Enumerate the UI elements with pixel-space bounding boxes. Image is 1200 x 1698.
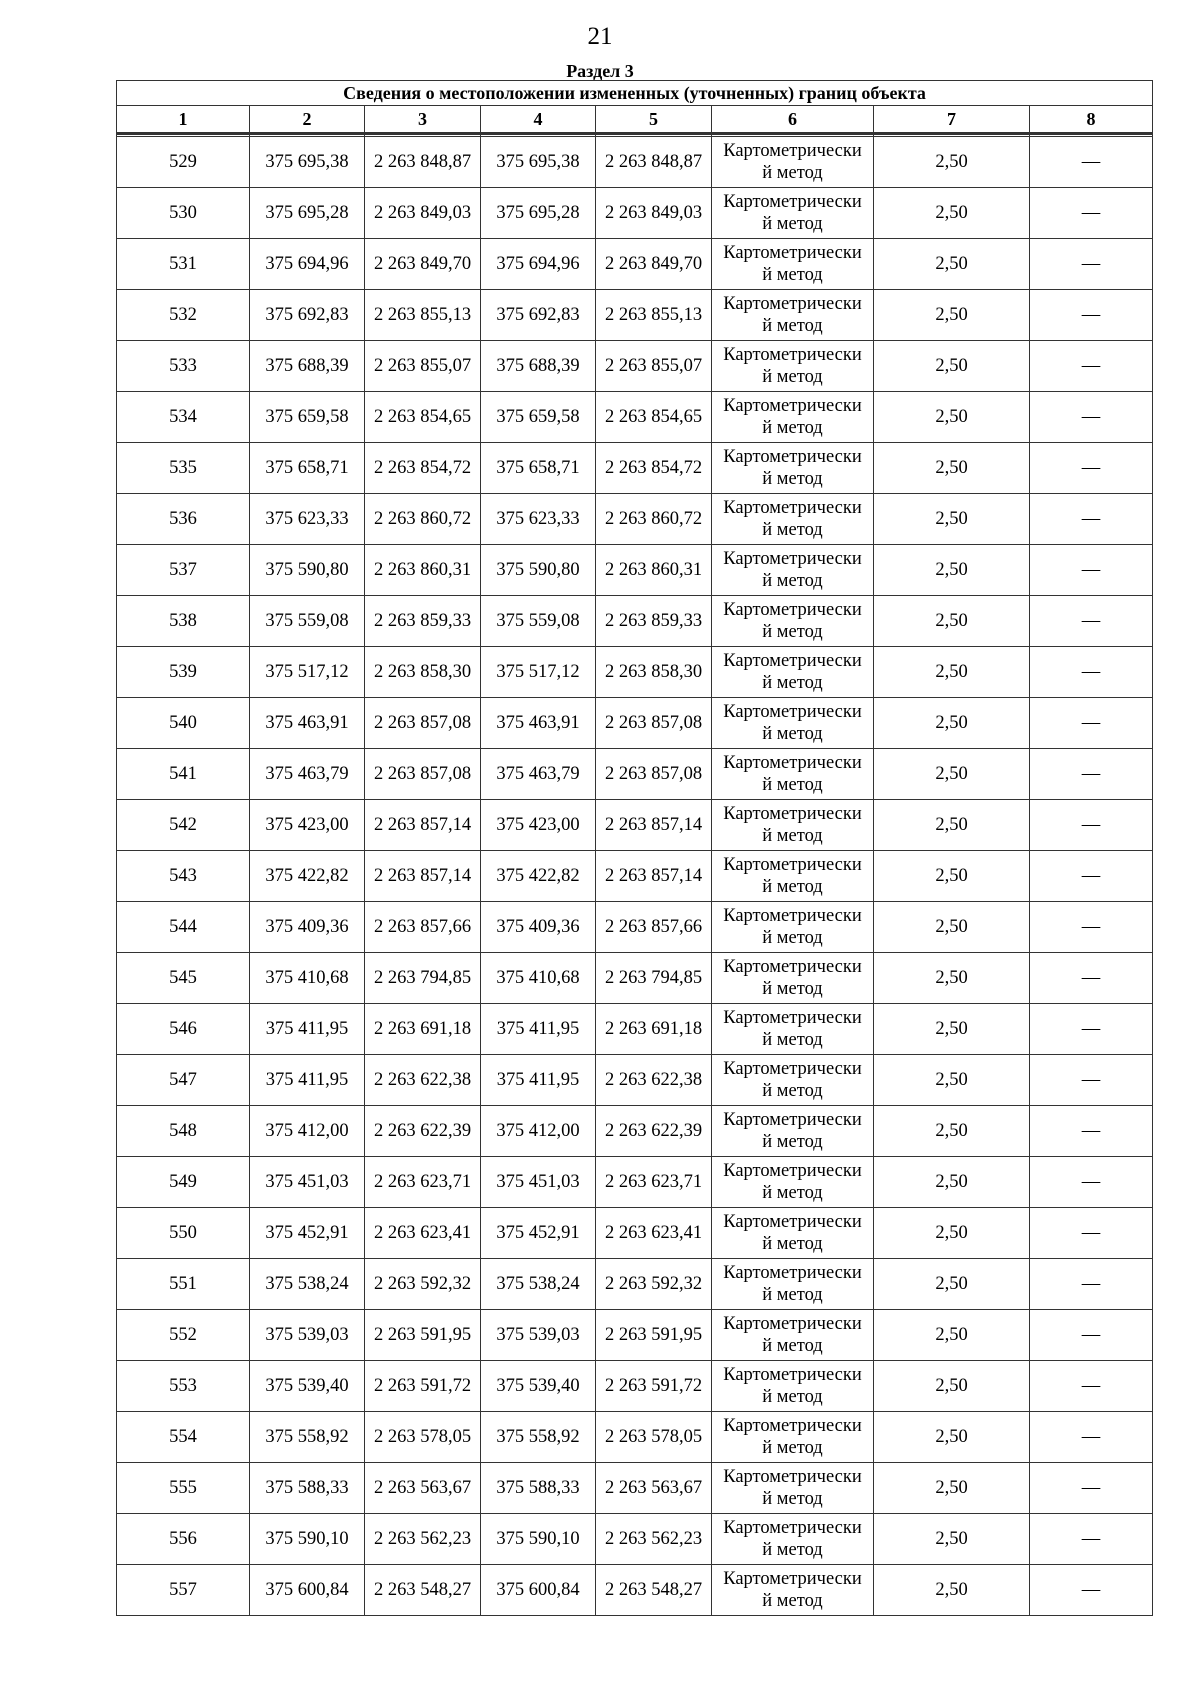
accuracy-cell: 2,50 [874, 1361, 1030, 1412]
column-number-2: 2 [250, 106, 365, 134]
table-row [117, 1055, 1153, 1106]
x-new-cell: 375 659,58 [481, 392, 596, 443]
table-row [117, 1310, 1153, 1361]
x-existing-cell: 375 452,91 [250, 1208, 365, 1259]
method-cell: Картометрически й метод [712, 1412, 874, 1463]
column-number-1: 1 [117, 106, 250, 134]
description-cell: — [1030, 188, 1153, 239]
y-existing-cell: 2 263 857,08 [365, 749, 481, 800]
description-cell: — [1030, 1259, 1153, 1310]
description-cell: — [1030, 902, 1153, 953]
method-cell: Картометрически й метод [712, 239, 874, 290]
x-new-cell: 375 539,03 [481, 1310, 596, 1361]
y-existing-cell: 2 263 691,18 [365, 1004, 481, 1055]
table-row [117, 188, 1153, 239]
y-new-cell: 2 263 548,27 [596, 1565, 712, 1616]
description-cell: — [1030, 698, 1153, 749]
description-cell: — [1030, 392, 1153, 443]
x-new-cell: 375 411,95 [481, 1055, 596, 1106]
y-new-cell: 2 263 622,39 [596, 1106, 712, 1157]
x-existing-cell: 375 539,40 [250, 1361, 365, 1412]
y-new-cell: 2 263 623,41 [596, 1208, 712, 1259]
x-existing-cell: 375 451,03 [250, 1157, 365, 1208]
x-existing-cell: 375 688,39 [250, 341, 365, 392]
x-new-cell: 375 463,79 [481, 749, 596, 800]
y-existing-cell: 2 263 857,08 [365, 698, 481, 749]
accuracy-cell: 2,50 [874, 392, 1030, 443]
method-cell: Картометрически й метод [712, 749, 874, 800]
method-cell: Картометрически й метод [712, 1514, 874, 1565]
x-new-cell: 375 692,83 [481, 290, 596, 341]
column-number-row [117, 106, 1153, 134]
x-new-cell: 375 695,38 [481, 137, 596, 188]
y-new-cell: 2 263 857,14 [596, 800, 712, 851]
column-number-8: 8 [1030, 106, 1153, 134]
x-new-cell: 375 409,36 [481, 902, 596, 953]
method-cell: Картометрически й метод [712, 137, 874, 188]
y-new-cell: 2 263 563,67 [596, 1463, 712, 1514]
method-cell: Картометрически й метод [712, 341, 874, 392]
y-new-cell: 2 263 860,31 [596, 545, 712, 596]
y-existing-cell: 2 263 848,87 [365, 137, 481, 188]
y-new-cell: 2 263 857,08 [596, 698, 712, 749]
description-cell: — [1030, 545, 1153, 596]
y-existing-cell: 2 263 857,14 [365, 851, 481, 902]
description-cell: — [1030, 1004, 1153, 1055]
table-row [117, 1208, 1153, 1259]
description-cell: — [1030, 1055, 1153, 1106]
method-cell: Картометрически й метод [712, 1004, 874, 1055]
y-existing-cell: 2 263 849,03 [365, 188, 481, 239]
x-new-cell: 375 694,96 [481, 239, 596, 290]
accuracy-cell: 2,50 [874, 953, 1030, 1004]
point-number-cell: 551 [117, 1259, 250, 1310]
x-new-cell: 375 600,84 [481, 1565, 596, 1616]
method-cell: Картометрически й метод [712, 1208, 874, 1259]
table-body [117, 134, 1153, 1616]
x-new-cell: 375 539,40 [481, 1361, 596, 1412]
x-existing-cell: 375 658,71 [250, 443, 365, 494]
method-cell: Картометрически й метод [712, 494, 874, 545]
method-cell: Картометрически й метод [712, 1361, 874, 1412]
method-cell: Картометрически й метод [712, 443, 874, 494]
y-existing-cell: 2 263 849,70 [365, 239, 481, 290]
description-cell: — [1030, 596, 1153, 647]
table-row [117, 800, 1153, 851]
description-cell: — [1030, 851, 1153, 902]
page-number: 21 [587, 23, 613, 50]
boundary-coordinates-table [116, 80, 1153, 1616]
accuracy-cell: 2,50 [874, 1259, 1030, 1310]
table-row [117, 902, 1153, 953]
table-row [117, 953, 1153, 1004]
y-new-cell: 2 263 849,70 [596, 239, 712, 290]
point-number-cell: 541 [117, 749, 250, 800]
description-cell: — [1030, 494, 1153, 545]
table-row [117, 1412, 1153, 1463]
point-number-cell: 555 [117, 1463, 250, 1514]
y-new-cell: 2 263 854,72 [596, 443, 712, 494]
accuracy-cell: 2,50 [874, 647, 1030, 698]
description-cell: — [1030, 341, 1153, 392]
x-new-cell: 375 588,33 [481, 1463, 596, 1514]
table-row [117, 596, 1153, 647]
y-new-cell: 2 263 855,07 [596, 341, 712, 392]
point-number-cell: 538 [117, 596, 250, 647]
y-existing-cell: 2 263 578,05 [365, 1412, 481, 1463]
x-new-cell: 375 411,95 [481, 1004, 596, 1055]
method-cell: Картометрически й метод [712, 1106, 874, 1157]
description-cell: — [1030, 953, 1153, 1004]
accuracy-cell: 2,50 [874, 1055, 1030, 1106]
point-number-cell: 549 [117, 1157, 250, 1208]
y-new-cell: 2 263 857,08 [596, 749, 712, 800]
x-existing-cell: 375 463,91 [250, 698, 365, 749]
x-existing-cell: 375 590,80 [250, 545, 365, 596]
y-existing-cell: 2 263 860,31 [365, 545, 481, 596]
y-new-cell: 2 263 591,72 [596, 1361, 712, 1412]
point-number-cell: 552 [117, 1310, 250, 1361]
y-new-cell: 2 263 592,32 [596, 1259, 712, 1310]
y-new-cell: 2 263 849,03 [596, 188, 712, 239]
point-number-cell: 544 [117, 902, 250, 953]
point-number-cell: 533 [117, 341, 250, 392]
y-existing-cell: 2 263 857,14 [365, 800, 481, 851]
description-cell: — [1030, 1565, 1153, 1616]
y-existing-cell: 2 263 622,38 [365, 1055, 481, 1106]
y-existing-cell: 2 263 794,85 [365, 953, 481, 1004]
table-caption: Сведения о местоположении измененных (уточненных) границ объекта [117, 81, 1153, 106]
table-row [117, 290, 1153, 341]
x-existing-cell: 375 692,83 [250, 290, 365, 341]
y-new-cell: 2 263 848,87 [596, 137, 712, 188]
accuracy-cell: 2,50 [874, 902, 1030, 953]
point-number-cell: 535 [117, 443, 250, 494]
method-cell: Картометрически й метод [712, 392, 874, 443]
x-existing-cell: 375 412,00 [250, 1106, 365, 1157]
point-number-cell: 532 [117, 290, 250, 341]
table-row [117, 545, 1153, 596]
accuracy-cell: 2,50 [874, 596, 1030, 647]
x-existing-cell: 375 588,33 [250, 1463, 365, 1514]
point-number-cell: 531 [117, 239, 250, 290]
point-number-cell: 542 [117, 800, 250, 851]
table-row [117, 749, 1153, 800]
table-row [117, 494, 1153, 545]
y-new-cell: 2 263 622,38 [596, 1055, 712, 1106]
method-cell: Картометрически й метод [712, 800, 874, 851]
accuracy-cell: 2,50 [874, 290, 1030, 341]
method-cell: Картометрически й метод [712, 647, 874, 698]
point-number-cell: 529 [117, 137, 250, 188]
method-cell: Картометрически й метод [712, 851, 874, 902]
y-new-cell: 2 263 857,66 [596, 902, 712, 953]
point-number-cell: 530 [117, 188, 250, 239]
x-new-cell: 375 463,91 [481, 698, 596, 749]
table-row [117, 1004, 1153, 1055]
point-number-cell: 554 [117, 1412, 250, 1463]
accuracy-cell: 2,50 [874, 545, 1030, 596]
table-row [117, 239, 1153, 290]
x-new-cell: 375 590,80 [481, 545, 596, 596]
x-existing-cell: 375 558,92 [250, 1412, 365, 1463]
y-existing-cell: 2 263 855,07 [365, 341, 481, 392]
y-new-cell: 2 263 854,65 [596, 392, 712, 443]
y-new-cell: 2 263 860,72 [596, 494, 712, 545]
accuracy-cell: 2,50 [874, 341, 1030, 392]
point-number-cell: 556 [117, 1514, 250, 1565]
y-existing-cell: 2 263 562,23 [365, 1514, 481, 1565]
point-number-cell: 545 [117, 953, 250, 1004]
x-existing-cell: 375 694,96 [250, 239, 365, 290]
table-row [117, 1514, 1153, 1565]
y-new-cell: 2 263 794,85 [596, 953, 712, 1004]
x-existing-cell: 375 559,08 [250, 596, 365, 647]
x-existing-cell: 375 411,95 [250, 1055, 365, 1106]
point-number-cell: 543 [117, 851, 250, 902]
method-cell: Картометрически й метод [712, 1310, 874, 1361]
y-new-cell: 2 263 591,95 [596, 1310, 712, 1361]
y-existing-cell: 2 263 591,72 [365, 1361, 481, 1412]
column-number-7: 7 [874, 106, 1030, 134]
y-existing-cell: 2 263 622,39 [365, 1106, 481, 1157]
description-cell: — [1030, 239, 1153, 290]
y-existing-cell: 2 263 591,95 [365, 1310, 481, 1361]
table-row [117, 443, 1153, 494]
method-cell: Картометрически й метод [712, 188, 874, 239]
method-cell: Картометрически й метод [712, 1463, 874, 1514]
y-existing-cell: 2 263 854,65 [365, 392, 481, 443]
accuracy-cell: 2,50 [874, 800, 1030, 851]
table-row [117, 341, 1153, 392]
y-existing-cell: 2 263 592,32 [365, 1259, 481, 1310]
description-cell: — [1030, 749, 1153, 800]
x-new-cell: 375 452,91 [481, 1208, 596, 1259]
description-cell: — [1030, 137, 1153, 188]
description-cell: — [1030, 1463, 1153, 1514]
description-cell: — [1030, 800, 1153, 851]
x-new-cell: 375 451,03 [481, 1157, 596, 1208]
point-number-cell: 547 [117, 1055, 250, 1106]
x-existing-cell: 375 590,10 [250, 1514, 365, 1565]
accuracy-cell: 2,50 [874, 749, 1030, 800]
accuracy-cell: 2,50 [874, 1463, 1030, 1514]
x-existing-cell: 375 409,36 [250, 902, 365, 953]
x-new-cell: 375 658,71 [481, 443, 596, 494]
accuracy-cell: 2,50 [874, 851, 1030, 902]
y-new-cell: 2 263 562,23 [596, 1514, 712, 1565]
accuracy-cell: 2,50 [874, 137, 1030, 188]
x-new-cell: 375 590,10 [481, 1514, 596, 1565]
table-row [117, 392, 1153, 443]
y-new-cell: 2 263 858,30 [596, 647, 712, 698]
accuracy-cell: 2,50 [874, 1514, 1030, 1565]
method-cell: Картометрически й метод [712, 698, 874, 749]
x-new-cell: 375 538,24 [481, 1259, 596, 1310]
y-existing-cell: 2 263 563,67 [365, 1463, 481, 1514]
y-new-cell: 2 263 623,71 [596, 1157, 712, 1208]
x-new-cell: 375 412,00 [481, 1106, 596, 1157]
table-row [117, 1157, 1153, 1208]
method-cell: Картометрически й метод [712, 953, 874, 1004]
table-row [117, 698, 1153, 749]
y-existing-cell: 2 263 859,33 [365, 596, 481, 647]
column-number-3: 3 [365, 106, 481, 134]
column-number-5: 5 [596, 106, 712, 134]
accuracy-cell: 2,50 [874, 1208, 1030, 1259]
accuracy-cell: 2,50 [874, 188, 1030, 239]
accuracy-cell: 2,50 [874, 1106, 1030, 1157]
x-new-cell: 375 410,68 [481, 953, 596, 1004]
x-new-cell: 375 423,00 [481, 800, 596, 851]
method-cell: Картометрически й метод [712, 1157, 874, 1208]
description-cell: — [1030, 1310, 1153, 1361]
method-cell: Картометрически й метод [712, 545, 874, 596]
x-existing-cell: 375 423,00 [250, 800, 365, 851]
method-cell: Картометрически й метод [712, 1565, 874, 1616]
method-cell: Картометрически й метод [712, 1055, 874, 1106]
description-cell: — [1030, 1208, 1153, 1259]
x-existing-cell: 375 517,12 [250, 647, 365, 698]
y-existing-cell: 2 263 623,71 [365, 1157, 481, 1208]
accuracy-cell: 2,50 [874, 1412, 1030, 1463]
y-existing-cell: 2 263 858,30 [365, 647, 481, 698]
y-existing-cell: 2 263 857,66 [365, 902, 481, 953]
x-new-cell: 375 558,92 [481, 1412, 596, 1463]
description-cell: — [1030, 1412, 1153, 1463]
x-existing-cell: 375 623,33 [250, 494, 365, 545]
description-cell: — [1030, 1157, 1153, 1208]
accuracy-cell: 2,50 [874, 1565, 1030, 1616]
method-cell: Картометрически й метод [712, 290, 874, 341]
y-new-cell: 2 263 578,05 [596, 1412, 712, 1463]
x-new-cell: 375 422,82 [481, 851, 596, 902]
description-cell: — [1030, 1361, 1153, 1412]
section-title: Раздел 3 [566, 61, 634, 81]
y-new-cell: 2 263 691,18 [596, 1004, 712, 1055]
description-cell: — [1030, 647, 1153, 698]
accuracy-cell: 2,50 [874, 1004, 1030, 1055]
point-number-cell: 557 [117, 1565, 250, 1616]
point-number-cell: 553 [117, 1361, 250, 1412]
y-new-cell: 2 263 857,14 [596, 851, 712, 902]
x-existing-cell: 375 422,82 [250, 851, 365, 902]
x-new-cell: 375 623,33 [481, 494, 596, 545]
x-existing-cell: 375 539,03 [250, 1310, 365, 1361]
table-row [117, 1259, 1153, 1310]
x-new-cell: 375 559,08 [481, 596, 596, 647]
x-new-cell: 375 688,39 [481, 341, 596, 392]
description-cell: — [1030, 1514, 1153, 1565]
y-existing-cell: 2 263 854,72 [365, 443, 481, 494]
table-row [117, 1565, 1153, 1616]
point-number-cell: 539 [117, 647, 250, 698]
accuracy-cell: 2,50 [874, 494, 1030, 545]
x-existing-cell: 375 695,28 [250, 188, 365, 239]
x-existing-cell: 375 538,24 [250, 1259, 365, 1310]
point-number-cell: 540 [117, 698, 250, 749]
column-number-4: 4 [481, 106, 596, 134]
accuracy-cell: 2,50 [874, 239, 1030, 290]
accuracy-cell: 2,50 [874, 698, 1030, 749]
y-new-cell: 2 263 855,13 [596, 290, 712, 341]
method-cell: Картометрически й метод [712, 596, 874, 647]
column-number-6: 6 [712, 106, 874, 134]
method-cell: Картометрически й метод [712, 902, 874, 953]
point-number-cell: 546 [117, 1004, 250, 1055]
accuracy-cell: 2,50 [874, 443, 1030, 494]
point-number-cell: 534 [117, 392, 250, 443]
y-existing-cell: 2 263 548,27 [365, 1565, 481, 1616]
accuracy-cell: 2,50 [874, 1157, 1030, 1208]
x-existing-cell: 375 695,38 [250, 137, 365, 188]
table-row [117, 137, 1153, 188]
x-new-cell: 375 695,28 [481, 188, 596, 239]
point-number-cell: 536 [117, 494, 250, 545]
x-new-cell: 375 517,12 [481, 647, 596, 698]
y-existing-cell: 2 263 623,41 [365, 1208, 481, 1259]
x-existing-cell: 375 463,79 [250, 749, 365, 800]
y-existing-cell: 2 263 855,13 [365, 290, 481, 341]
table-row [117, 1463, 1153, 1514]
x-existing-cell: 375 410,68 [250, 953, 365, 1004]
table-row [117, 851, 1153, 902]
table-row [117, 1361, 1153, 1412]
point-number-cell: 537 [117, 545, 250, 596]
table-row [117, 647, 1153, 698]
accuracy-cell: 2,50 [874, 1310, 1030, 1361]
point-number-cell: 550 [117, 1208, 250, 1259]
point-number-cell: 548 [117, 1106, 250, 1157]
x-existing-cell: 375 600,84 [250, 1565, 365, 1616]
description-cell: — [1030, 290, 1153, 341]
description-cell: — [1030, 443, 1153, 494]
description-cell: — [1030, 1106, 1153, 1157]
table-row [117, 1106, 1153, 1157]
x-existing-cell: 375 659,58 [250, 392, 365, 443]
method-cell: Картометрически й метод [712, 1259, 874, 1310]
y-existing-cell: 2 263 860,72 [365, 494, 481, 545]
y-new-cell: 2 263 859,33 [596, 596, 712, 647]
x-existing-cell: 375 411,95 [250, 1004, 365, 1055]
